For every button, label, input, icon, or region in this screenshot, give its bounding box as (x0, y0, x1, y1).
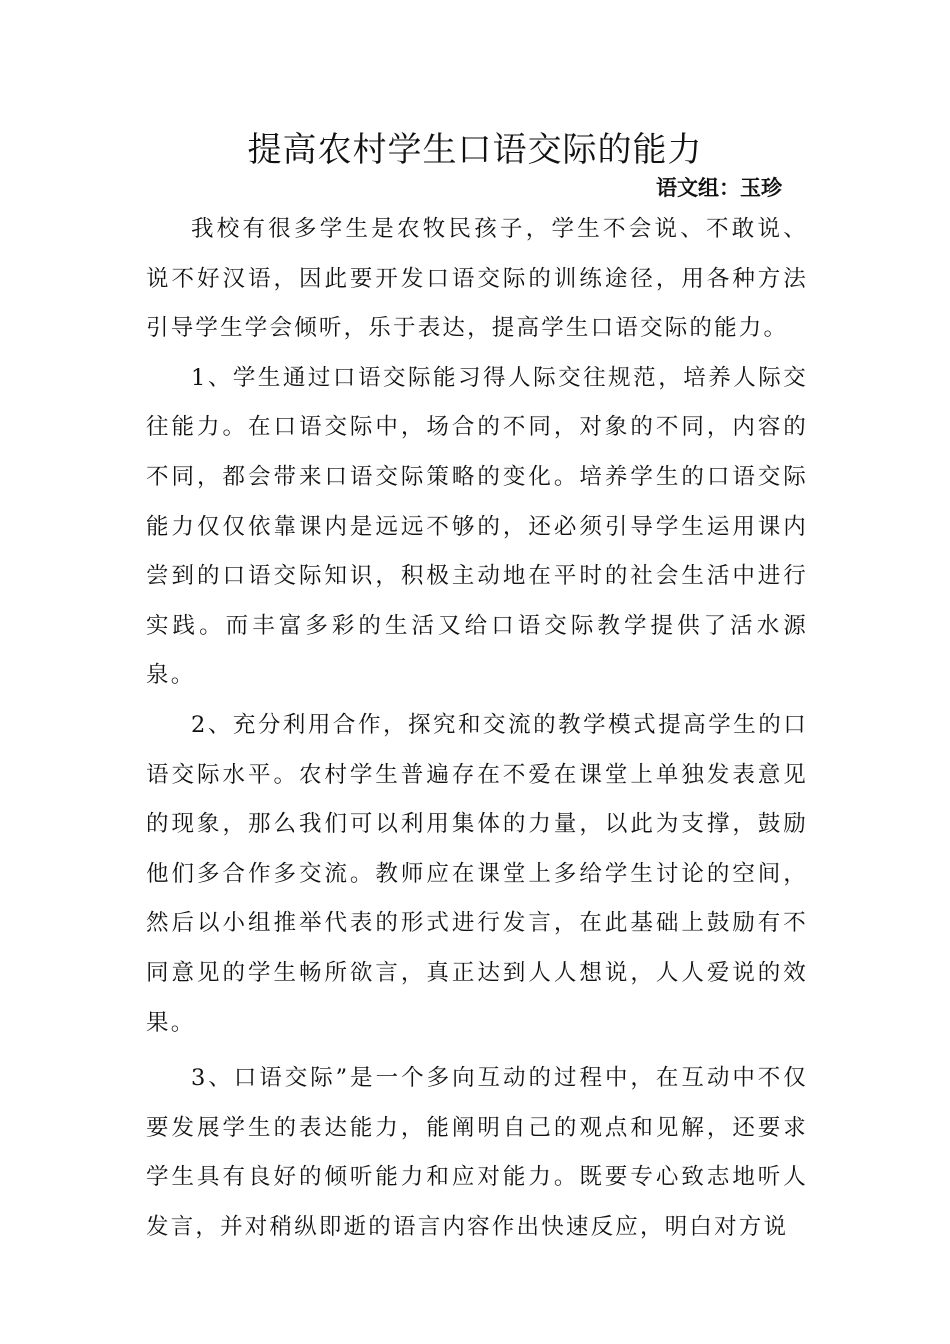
paragraph-point-2: 2、充分利用合作，探究和交流的教学模式提高学生的口语交际水平。农村学生普遍存在不爱在课堂上单独发表意见的现象，那么我们可以利用集体的力量，以此为支撑，鼓励他们多合作多交流。教师应在课堂上多给学生讨论的空间，然后以小组推举代表的形式进行发言，在此基础上鼓励有不同意见的学生畅所欲言，真正达到人人想说，人人爱说的效果。 (146, 711, 808, 1036)
paragraph-intro: 我校有很多学生是农牧民孩子，学生不会说、不敢说、说不好汉语，因此要开发口语交际的训练途径，用各种方法引导学生学会倾听，乐于表达，提高学生口语交际的能力。 (146, 216, 808, 342)
paragraph-point-3: 3、口语交际”是一个多向互动的过程中，在互动中不仅要发展学生的表达能力，能阐明自己的观点和见解，还要求学生具有良好的倾听能力和应对能力。既要专心致志地听人发言，并对稍纵即逝的语言内容作出快速反应，明白对方说 (146, 1065, 808, 1240)
document-body (146, 205, 808, 1252)
document-title: 提高农村学生口语交际的能力 (247, 130, 703, 170)
author-line: 语文组：玉珍 (656, 176, 782, 200)
paragraph-point-1: 1、学生通过口语交际能习得人际交往规范，培养人际交往能力。在口语交际中，场合的不同，对象的不同，内容的不同，都会带来口语交际策略的变化。培养学生的口语交际能力仅仅依靠课内是远远不够的，还必须引导学生运用课内尝到的口语交际知识，积极主动地在平时的社会生活中进行实践。而丰富多彩的生活又给口语交际教学提供了活水源泉。 (146, 364, 808, 689)
